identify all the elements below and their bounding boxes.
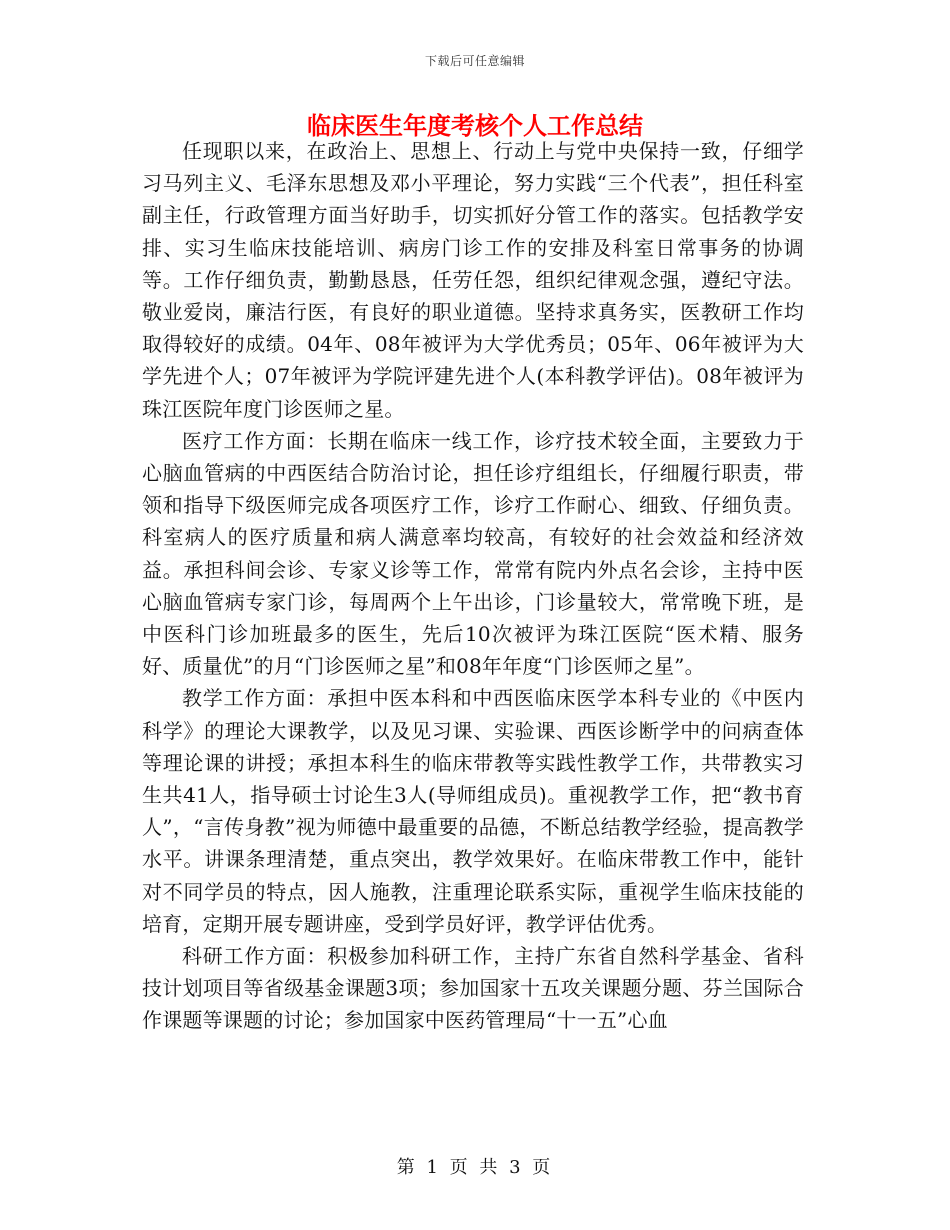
page-number: 第 1 页 共 3 页: [396, 1157, 554, 1178]
header-note: 下载后可任意编辑: [424, 54, 525, 68]
paragraph-medical-work: 医疗工作方面：长期在临床一线工作，诊疗技术较全面，主要致力于心脑血管病的中西医结合防治讨论，担任诊疗组组长，仔细履行职责，带领和指导下级医师完成各项医疗工作，诊疗工作耐心、细致、仔细负责。科室病人的医疗质量和病人满意率均较高，有较好的社会效益和经济效益。承担科间会诊、专家义诊等工作，常常有院内外点名会诊，主持中医心脑血管病专家门诊，每周两个上午出诊，门诊量较大，常常晚下班，是中医科门诊加班最多的医生，先后10次被评为珠江医院“医术精、服务好、质量优”的月“门诊医师之星”和08年年度“门诊医师之星”。: [142, 428, 804, 679]
paragraph-teaching-work: 教学工作方面：承担中医本科和中西医临床医学本科专业的《中医内科学》的理论大课教学，以及见习课、实验课、西医诊断学中的问病查体等理论课的讲授；承担本科生的临床带教等实践性教学工作，共带教实习生共41人，指导硕士讨论生3人(导师组成员)。重视教学工作，把“教书育人”，“言传身教”视为师德中最重要的品德，不断总结教学经验，提高教学水平。讲课条理清楚，重点突出，教学效果好。在临床带教工作中，能针对不同学员的特点，因人施教，注重理论联系实际，重视学生临床技能的培育，定期开展专题讲座，受到学员好评，教学评估优秀。: [142, 686, 804, 936]
document-title: 临床医生年度考核个人工作总结: [307, 111, 643, 140]
paragraph-research-work: 科研工作方面：积极参加科研工作，主持广东省自然科学基金、省科技计划项目等省级基金课题3项；参加国家十五攻关课题分题、芬兰国际合作课题等课题的讨论；参加国家中医药管理局“十一五”心血: [142, 944, 804, 1033]
paragraph-intro: 任现职以来，在政治上、思想上、行动上与党中央保持一致，仔细学习马列主义、毛泽东思想及邓小平理论，努力实践“三个代表”，担任科室副主任，行政管理方面当好助手，切实抓好分管工作的落实。包括教学安排、实习生临床技能培训、病房门诊工作的安排及科室日常事务的协调等。工作仔细负责，勤勤恳恳，任劳任怨，组织纪律观念强，遵纪守法。敬业爱岗，廉洁行医，有良好的职业道德。坚持求真务实，医教研工作均取得较好的成绩。04年、08年被评为大学优秀员；05年、06年被评为大学先进个人；07年被评为学院评建先进个人(本科教学评估)。08年被评为珠江医院年度门诊医师之星。: [142, 139, 804, 421]
document-body: [142, 135, 804, 1037]
